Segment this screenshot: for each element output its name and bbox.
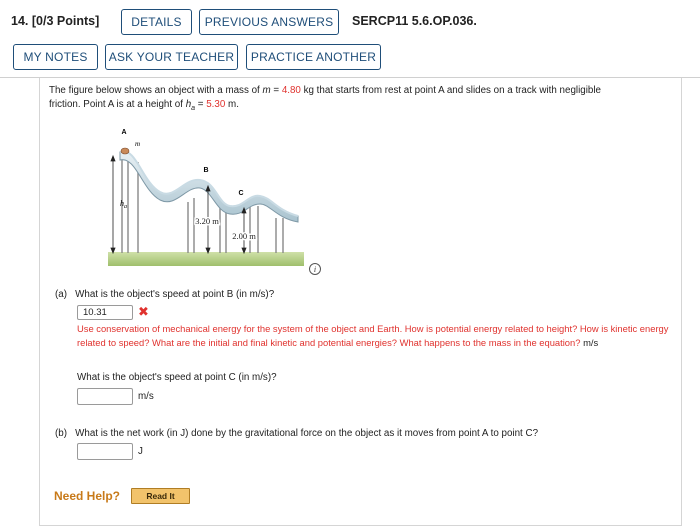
details-button[interactable]: DETAILS <box>121 9 192 35</box>
my-notes-button[interactable]: MY NOTES <box>13 44 98 70</box>
label-point-a: A <box>121 129 127 136</box>
height-subscript: a <box>191 104 196 112</box>
part-b-label: (b) <box>55 428 67 439</box>
part-a-question-text: What is the object's speed at point B (in m/s)? <box>75 289 275 300</box>
height-unit-text: m. <box>225 99 239 110</box>
part-a-question-c: What is the object's speed at point C (in m/s)? <box>77 372 277 383</box>
speed-c-unit: m/s <box>138 391 154 402</box>
track <box>120 151 298 222</box>
part-a-hint <box>77 322 677 349</box>
ask-teacher-button[interactable]: ASK YOUR TEACHER <box>105 44 238 70</box>
mass-unit-text: kg that starts from rest at point A and slides on a track with negligible <box>300 85 601 96</box>
mass-symbol: m <box>262 85 271 96</box>
net-work-unit: J <box>138 446 143 457</box>
problem-statement: The figure below shows an object with a mass of m = 4.80 kg that starts from rest at point A and slides on a track with negligible friction. Point A is at a height of $h_a = 5.30$ m. <box>49 85 601 112</box>
question-number: 14. <box>11 14 29 28</box>
net-work-input[interactable] <box>77 443 133 460</box>
part-a-question <box>55 289 274 300</box>
label-point-c: C <box>238 190 244 197</box>
height-value: 5.30 <box>206 99 226 110</box>
height-a-arrow <box>111 156 115 253</box>
read-it-button[interactable]: Read It <box>131 488 190 504</box>
previous-answers-button[interactable]: PREVIOUS ANSWERS <box>199 9 339 35</box>
equals-sign: = <box>270 85 282 96</box>
label-height-c: 2.00 m <box>232 231 256 241</box>
problem-text-2: friction. Point A is at a height of <box>49 99 186 110</box>
ground <box>108 252 304 266</box>
label-height-b: 3.20 m <box>195 216 219 226</box>
practice-another-button[interactable]: PRACTICE ANOTHER <box>246 44 381 70</box>
speed-b-input[interactable]: 10.31 <box>77 305 133 320</box>
label-mass: m <box>135 140 141 148</box>
question-header <box>11 14 99 28</box>
hint-text: Use conservation of mechanical energy for the system of the object and Earth. How is potential energy related to height? How is kinetic energy related to speed? What are the initial and final kinetic and potential energies? What happens to the mass in the equation? <box>77 323 669 348</box>
label-height-a: $h_a$ <box>120 199 127 210</box>
incorrect-x-icon: ✖ <box>138 304 149 319</box>
part-b-question-text: What is the net work (in J) done by the gravitational force on the object as it moves from point A to point C? <box>75 428 539 439</box>
hint-unit: m/s <box>583 336 599 348</box>
speed-c-input[interactable] <box>77 388 133 405</box>
mass-value: 4.80 <box>281 85 301 96</box>
points-label: [0/3 Points] <box>31 14 100 28</box>
roller-coaster-figure <box>100 122 330 282</box>
part-b-question <box>55 428 538 439</box>
problem-text-1: The figure below shows an object with a mass of <box>49 85 263 96</box>
info-icon[interactable]: i <box>309 263 321 275</box>
problem-code: SERCP11 5.6.OP.036. <box>352 14 477 28</box>
height-symbol: h <box>185 99 192 110</box>
sliding-object <box>121 148 129 154</box>
label-point-b: B <box>203 167 209 174</box>
need-help-label: Need Help? <box>54 489 121 503</box>
part-a-label: (a) <box>55 289 67 300</box>
